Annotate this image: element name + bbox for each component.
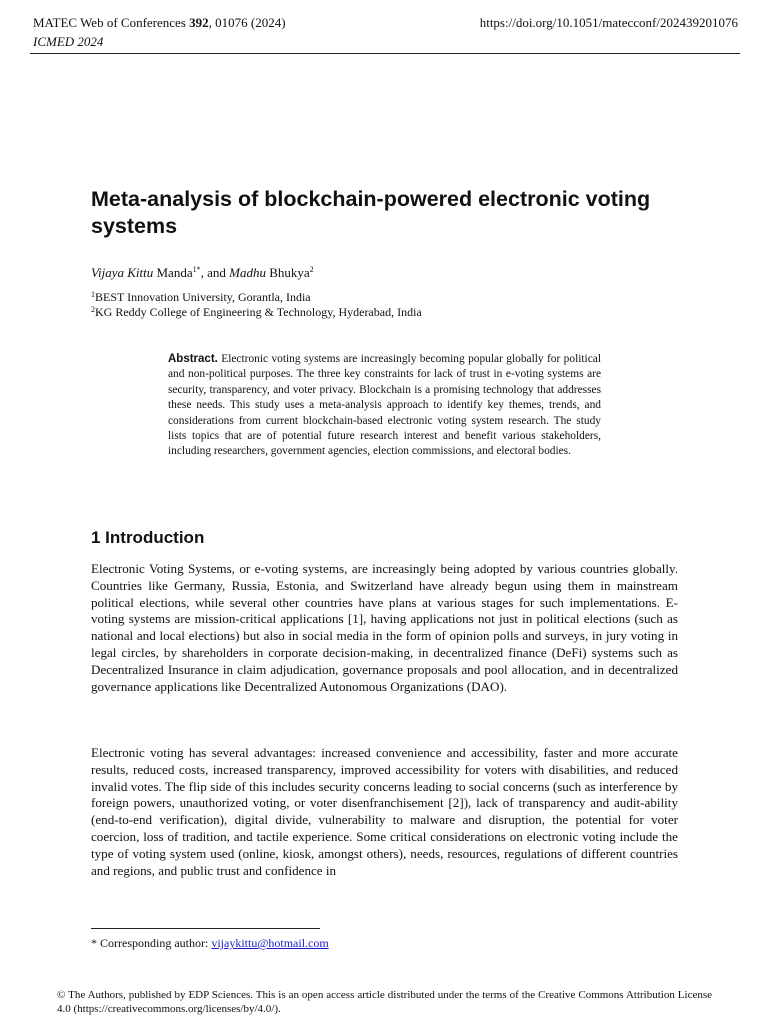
footnote-divider bbox=[91, 928, 320, 929]
affiliation-1-text: BEST Innovation University, Gorantla, India bbox=[95, 290, 311, 304]
article-year: , 01076 (2024) bbox=[208, 15, 286, 30]
affiliation-1-sup: 1 bbox=[91, 290, 95, 299]
author-email-link[interactable]: vijaykittu@hotmail.com bbox=[211, 936, 329, 950]
journal-volume: 392 bbox=[189, 15, 209, 30]
author-2-family: Bhukya bbox=[265, 265, 310, 280]
abstract bbox=[168, 352, 601, 460]
affiliation-1 bbox=[91, 290, 311, 305]
license-notice: © The Authors, published by EDP Sciences. This is an open access article distributed under the terms of the Creative Commons Attribution License 4.0 (https://creativecommons.org/licenses/by/4.0/). bbox=[57, 989, 712, 1015]
author-2-given: Madhu bbox=[229, 265, 266, 280]
author-1-family: Manda bbox=[153, 265, 193, 280]
author-1-given: Vijaya Kittu bbox=[91, 265, 154, 280]
affiliation-2 bbox=[91, 305, 422, 320]
author-list bbox=[91, 264, 314, 281]
corresponding-author-footnote bbox=[91, 936, 329, 951]
paper-title: Meta-analysis of blockchain-powered electronic voting systems bbox=[91, 187, 651, 238]
author-1-sup: 1* bbox=[192, 265, 201, 274]
intro-paragraph-1: Electronic Voting Systems, or e-voting systems, are increasingly being adopted by various countries globally. Countries like Germany, Russia, Estonia, and Switzerland have already begun using them in mainstream political elections, while several other countries have plans at various stages for such implementations. E-voting systems are mission-critical applications [1], having applications not just in political elections (such as national and local elections) but also in social media in the form of opinion polls and surveys, in jury voting in legal circles, by shareholders in corporate decision-making, in decentralized finance (DeFi) systems such as Decentralized Insurance in claim adjudication, governance proposals and pool allocation, and in decentralized governance applications like Decentralized Autonomous Organizations (DAO). bbox=[91, 561, 678, 694]
section-heading: 1 Introduction bbox=[91, 528, 205, 547]
journal-citation bbox=[33, 15, 286, 31]
author-2-sup: 2 bbox=[309, 265, 314, 274]
author-separator: , and bbox=[200, 265, 230, 280]
journal-name: MATEC Web of Conferences bbox=[33, 15, 186, 30]
abstract-label: Abstract. bbox=[168, 353, 218, 365]
affiliation-2-sup: 2 bbox=[91, 305, 95, 314]
intro-paragraph-2: Electronic voting has several advantages: increased convenience and accessibility, faster and more accurate results, reduced costs, increased transparency, improved accessibility for voters with disabilities, and reduced invalid votes. The flip side of this includes security concerns leading to social concerns (such as interference by foreign powers, unauthorized voting, or voter disenfranchisement [2]), lack of transparency and audit-ability (end-to-end verification), digital divide, vulnerability to malware and disruption, the potential for voter coercion, loss of tradition, and tactile experience. Some critical considerations on electronic voting include the type of voting system used (online, kiosk, amongst others), needs, resources, regulations of different countries and regions, and public trust and confidence in bbox=[91, 745, 678, 878]
footnote-label: * Corresponding author: bbox=[91, 936, 212, 950]
doi-link[interactable]: https://doi.org/10.1051/matecconf/202439201076 bbox=[479, 15, 738, 30]
conference-name: ICMED 2024 bbox=[33, 34, 104, 49]
abstract-text: Electronic voting systems are increasingly becoming popular globally for political and non-political purposes. The three key constraints for lack of trust in e-voting systems are security, transparency, and voter privacy. Blockchain is a promising technology that addresses these needs. This study uses a meta-analysis approach to identify key themes, trends, and considerations from current blockchain-based electronic voting system research. The study lists topics that are of potential future research interest and benefit various stakeholders, including researchers, government agencies, election commissions, and electoral bodies. bbox=[168, 353, 601, 458]
header-divider bbox=[30, 53, 740, 54]
affiliation-2-text: KG Reddy College of Engineering & Technology, Hyderabad, India bbox=[95, 305, 422, 319]
